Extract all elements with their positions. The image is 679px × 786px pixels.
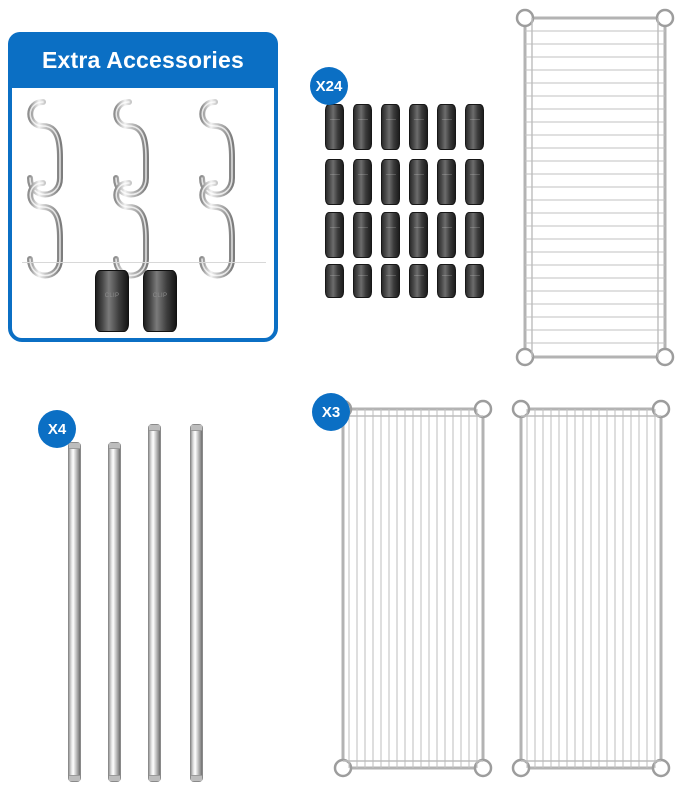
black-plastic-sleeve	[437, 104, 456, 150]
black-plastic-sleeve	[409, 212, 428, 258]
s-hook	[192, 173, 238, 298]
black-plastic-sleeve	[353, 104, 372, 150]
black-plastic-sleeve	[381, 212, 400, 258]
black-plastic-sleeve	[325, 104, 344, 150]
black-plastic-sleeve	[465, 264, 484, 298]
black-plastic-sleeve	[381, 159, 400, 205]
chrome-pole	[148, 424, 161, 782]
black-plastic-sleeve	[353, 212, 372, 258]
black-plastic-sleeve	[465, 159, 484, 205]
black-plastic-sleeve	[465, 104, 484, 150]
black-plastic-sleeve	[325, 212, 344, 258]
wire-shelf	[508, 396, 674, 781]
black-plastic-sleeve	[437, 264, 456, 298]
badge-poles-count: X4	[38, 410, 76, 448]
black-plastic-sleeve	[465, 212, 484, 258]
s-hook-group	[12, 88, 274, 268]
black-plastic-sleeve	[353, 159, 372, 205]
black-plastic-sleeve	[143, 270, 177, 332]
wire-shelf	[512, 5, 678, 370]
black-plastic-sleeve	[353, 264, 372, 298]
black-plastic-sleeve	[381, 104, 400, 150]
badge-sleeves-count: X24	[310, 67, 348, 105]
black-plastic-sleeve	[437, 212, 456, 258]
black-plastic-sleeve	[325, 264, 344, 298]
chrome-pole	[108, 442, 121, 782]
panel-divider	[22, 262, 266, 263]
s-hook	[20, 173, 66, 298]
extra-accessories-header	[8, 32, 278, 88]
black-plastic-sleeve	[409, 264, 428, 298]
black-plastic-sleeve	[437, 159, 456, 205]
black-plastic-sleeve	[409, 159, 428, 205]
black-plastic-sleeve	[381, 264, 400, 298]
black-plastic-sleeve	[95, 270, 129, 332]
wire-shelf	[330, 396, 496, 781]
chrome-pole	[68, 442, 81, 782]
sleeve-label: CLIP	[152, 293, 168, 299]
badge-shelves-count: X3	[312, 393, 350, 431]
black-plastic-sleeve	[325, 159, 344, 205]
page-title: Extra Accessories	[41, 46, 244, 73]
chrome-pole	[190, 424, 203, 782]
black-plastic-sleeve	[409, 104, 428, 150]
sleeve-label: CLIP	[104, 293, 120, 299]
